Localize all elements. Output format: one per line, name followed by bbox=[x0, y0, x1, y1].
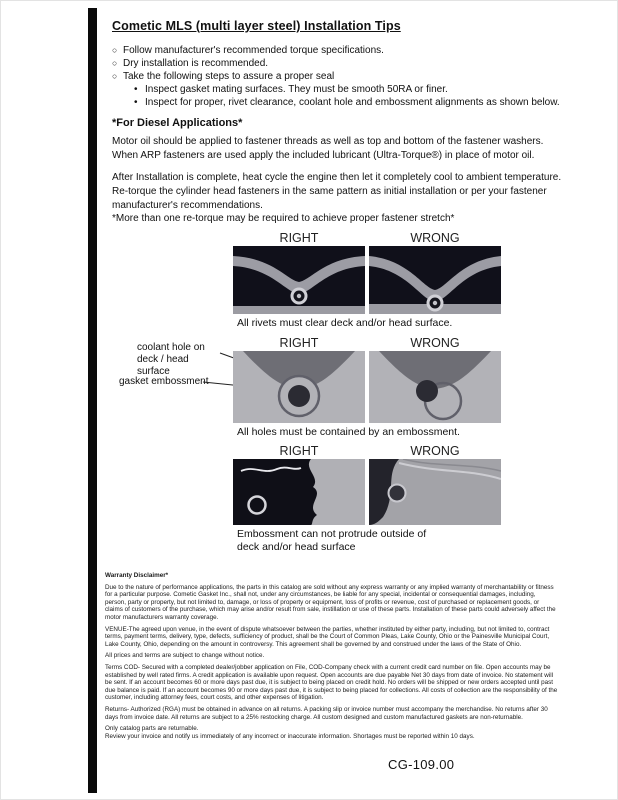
gasket-embossment-label: gasket embossment bbox=[119, 376, 209, 387]
dot-bullet-icon: • bbox=[134, 84, 138, 95]
list-item bbox=[112, 57, 564, 70]
list-item bbox=[112, 44, 564, 57]
coolant-hole-right-image bbox=[233, 351, 365, 423]
disclaimer-paragraph: Returns- Authorized (RGA) must be obtained in advance on all returns. A packing slip or invoice number must accompany the merchandise. No returns after 30 days from invoice date. All returns are subject to a 25% restocking charge. All custom designed and custom manufactured gaskets are non-returnable. bbox=[105, 705, 548, 721]
embossment-caption: Embossment can not protrude outside of deck and/or head surface bbox=[237, 528, 427, 553]
tip-text: Dry installation is recommended. bbox=[123, 58, 269, 69]
coolant-hole-wrong-image bbox=[369, 351, 501, 423]
rivet-wrong-diagram bbox=[369, 246, 501, 314]
embossment-wrong-image bbox=[369, 459, 501, 525]
tip-text: Take the following steps to assure a proper seal bbox=[123, 71, 335, 82]
page-title: Cometic MLS (multi layer steel) Installation Tips bbox=[112, 19, 401, 33]
disclaimer-paragraph: Only catalog parts are returnable. bbox=[105, 725, 199, 733]
diagram-images-row1 bbox=[233, 246, 501, 314]
right-label: RIGHT bbox=[279, 231, 319, 245]
tip-text: Inspect for proper, rivet clearance, coolant hole and embossment alignments as shown below. bbox=[145, 97, 560, 108]
list-item bbox=[112, 96, 564, 109]
tip-text: Follow manufacturer's recommended torque specifications. bbox=[123, 45, 384, 56]
catalog-code: CG-109.00 bbox=[388, 757, 455, 772]
disclaimer-paragraph: VENUE-The agreed upon venue, in the event of dispute whatsoever between the parties, whether instituted by either party, including, but not limited to, contract terms, payment terms, delivery, type, defects, sufficiency of product, shall be the Court of Common Pleas, Lake County, Ohio or the Painesville Municipal Court, Lake County, Ohio, depending on the amount in controversy. This agreement shall be governed by and construed under the laws of the State of Ohio. bbox=[105, 625, 550, 648]
holes-caption: All holes must be contained by an embossment. bbox=[237, 425, 460, 438]
diesel-paragraph-heat-cycle: After Installation is complete, heat cycle the engine then let it completely cool to ambient temperature. Re-torque the cylinder head fasteners in the same pattern as initial installation or per your fastener manufacturer's recommendations. bbox=[112, 172, 562, 211]
embossment-right-diagram bbox=[233, 459, 365, 525]
diesel-paragraph-oil: Motor oil should be applied to fastener threads as well as top and bottom of the fastener washers. When ARP fasteners are used apply the included lubricant (Ultra-Torque®) in place of motor oil. bbox=[112, 136, 544, 161]
coolant-hole-label: coolant hole on deck / head surface bbox=[137, 342, 205, 377]
coolant-hole-right-diagram bbox=[233, 351, 365, 423]
diagram-images-row2 bbox=[233, 351, 501, 423]
left-edge-bar bbox=[88, 8, 97, 793]
disclaimer-paragraph: Review your invoice and notify us immediately of any incorrect or inaccurate information. Shortages must be reported within 10 days. bbox=[105, 732, 475, 740]
coolant-hole-wrong-diagram bbox=[369, 351, 501, 423]
disclaimer-paragraph: Due to the nature of performance applications, the parts in this catalog are sold without any express warranty or any implied warranty of merchantability or fitness for a particular purpose. Cometic Gasket Inc., shall not, under any circumstances, be liable for any special, incidental or consequential damages, including, person, party or property, but not limited to, damage, or loss of property or equipment, loss of profits or revenue, cost of purchased or replacement goods, or claims of customers of the purchase, which may arise and/or result from sale, instillation or use of these parts. Installation of these parts could adversely affect the motor manufacturers warranty coverage. bbox=[105, 583, 556, 621]
tips-list bbox=[112, 44, 564, 109]
disclaimer-paragraph: All prices and terms are subject to change without notice. bbox=[105, 652, 265, 660]
rivet-wrong-image bbox=[369, 246, 501, 314]
circle-bullet-icon: ○ bbox=[112, 58, 118, 68]
diagram-headers-row1 bbox=[233, 231, 501, 246]
wrong-label: WRONG bbox=[410, 231, 460, 245]
wrong-label: WRONG bbox=[410, 444, 460, 458]
diagram-headers-row2 bbox=[233, 336, 501, 351]
disclaimer-paragraph: Terms COD- Secured with a completed dealer/jobber application on File, COD-Company check with a current credit card number on file. Open accounts may be established by well rated firms. A credit application is available upon request. Open accounts are due payable Net 30 days from date of invoice. No statement will be sent. If an account becomes 60 or more days past due, it is subject to being placed on credit hold. No orders will be shipped or new orders accepted until past due balance is paid. If an account becomes 90 or more days past due, it is subject to being placed for collections. All costs of collection are the responsibility of the customer, including attorney fees, court costs, and other expenses of litigation. bbox=[105, 663, 558, 702]
right-label: RIGHT bbox=[279, 444, 319, 458]
list-item bbox=[112, 83, 564, 96]
rivet-right-diagram bbox=[233, 246, 365, 314]
embossment-wrong-diagram bbox=[369, 459, 501, 525]
diagram-headers-row3 bbox=[233, 444, 501, 459]
retorque-note: *More than one re-torque may be required to achieve proper fastener stretch* bbox=[112, 213, 455, 224]
list-item bbox=[112, 70, 564, 83]
embossment-right-image bbox=[233, 459, 365, 525]
right-label: RIGHT bbox=[279, 335, 319, 350]
dot-bullet-icon: • bbox=[134, 97, 138, 108]
circle-bullet-icon: ○ bbox=[112, 71, 118, 81]
rivet-right-image bbox=[233, 246, 365, 314]
diagram-section bbox=[233, 231, 501, 559]
disclaimer-heading: Warranty Disclaimer* bbox=[105, 572, 169, 579]
rivet-caption: All rivets must clear deck and/or head surface. bbox=[237, 317, 453, 329]
circle-bullet-icon: ○ bbox=[112, 45, 118, 55]
wrong-label: WRONG bbox=[410, 335, 460, 350]
tip-text: Inspect gasket mating surfaces. They must be smooth 50RA or finer. bbox=[145, 84, 448, 95]
warranty-disclaimer bbox=[105, 572, 558, 744]
diagram-images-row3 bbox=[233, 459, 501, 525]
diesel-applications-heading: *For Diesel Applications* bbox=[112, 117, 243, 129]
